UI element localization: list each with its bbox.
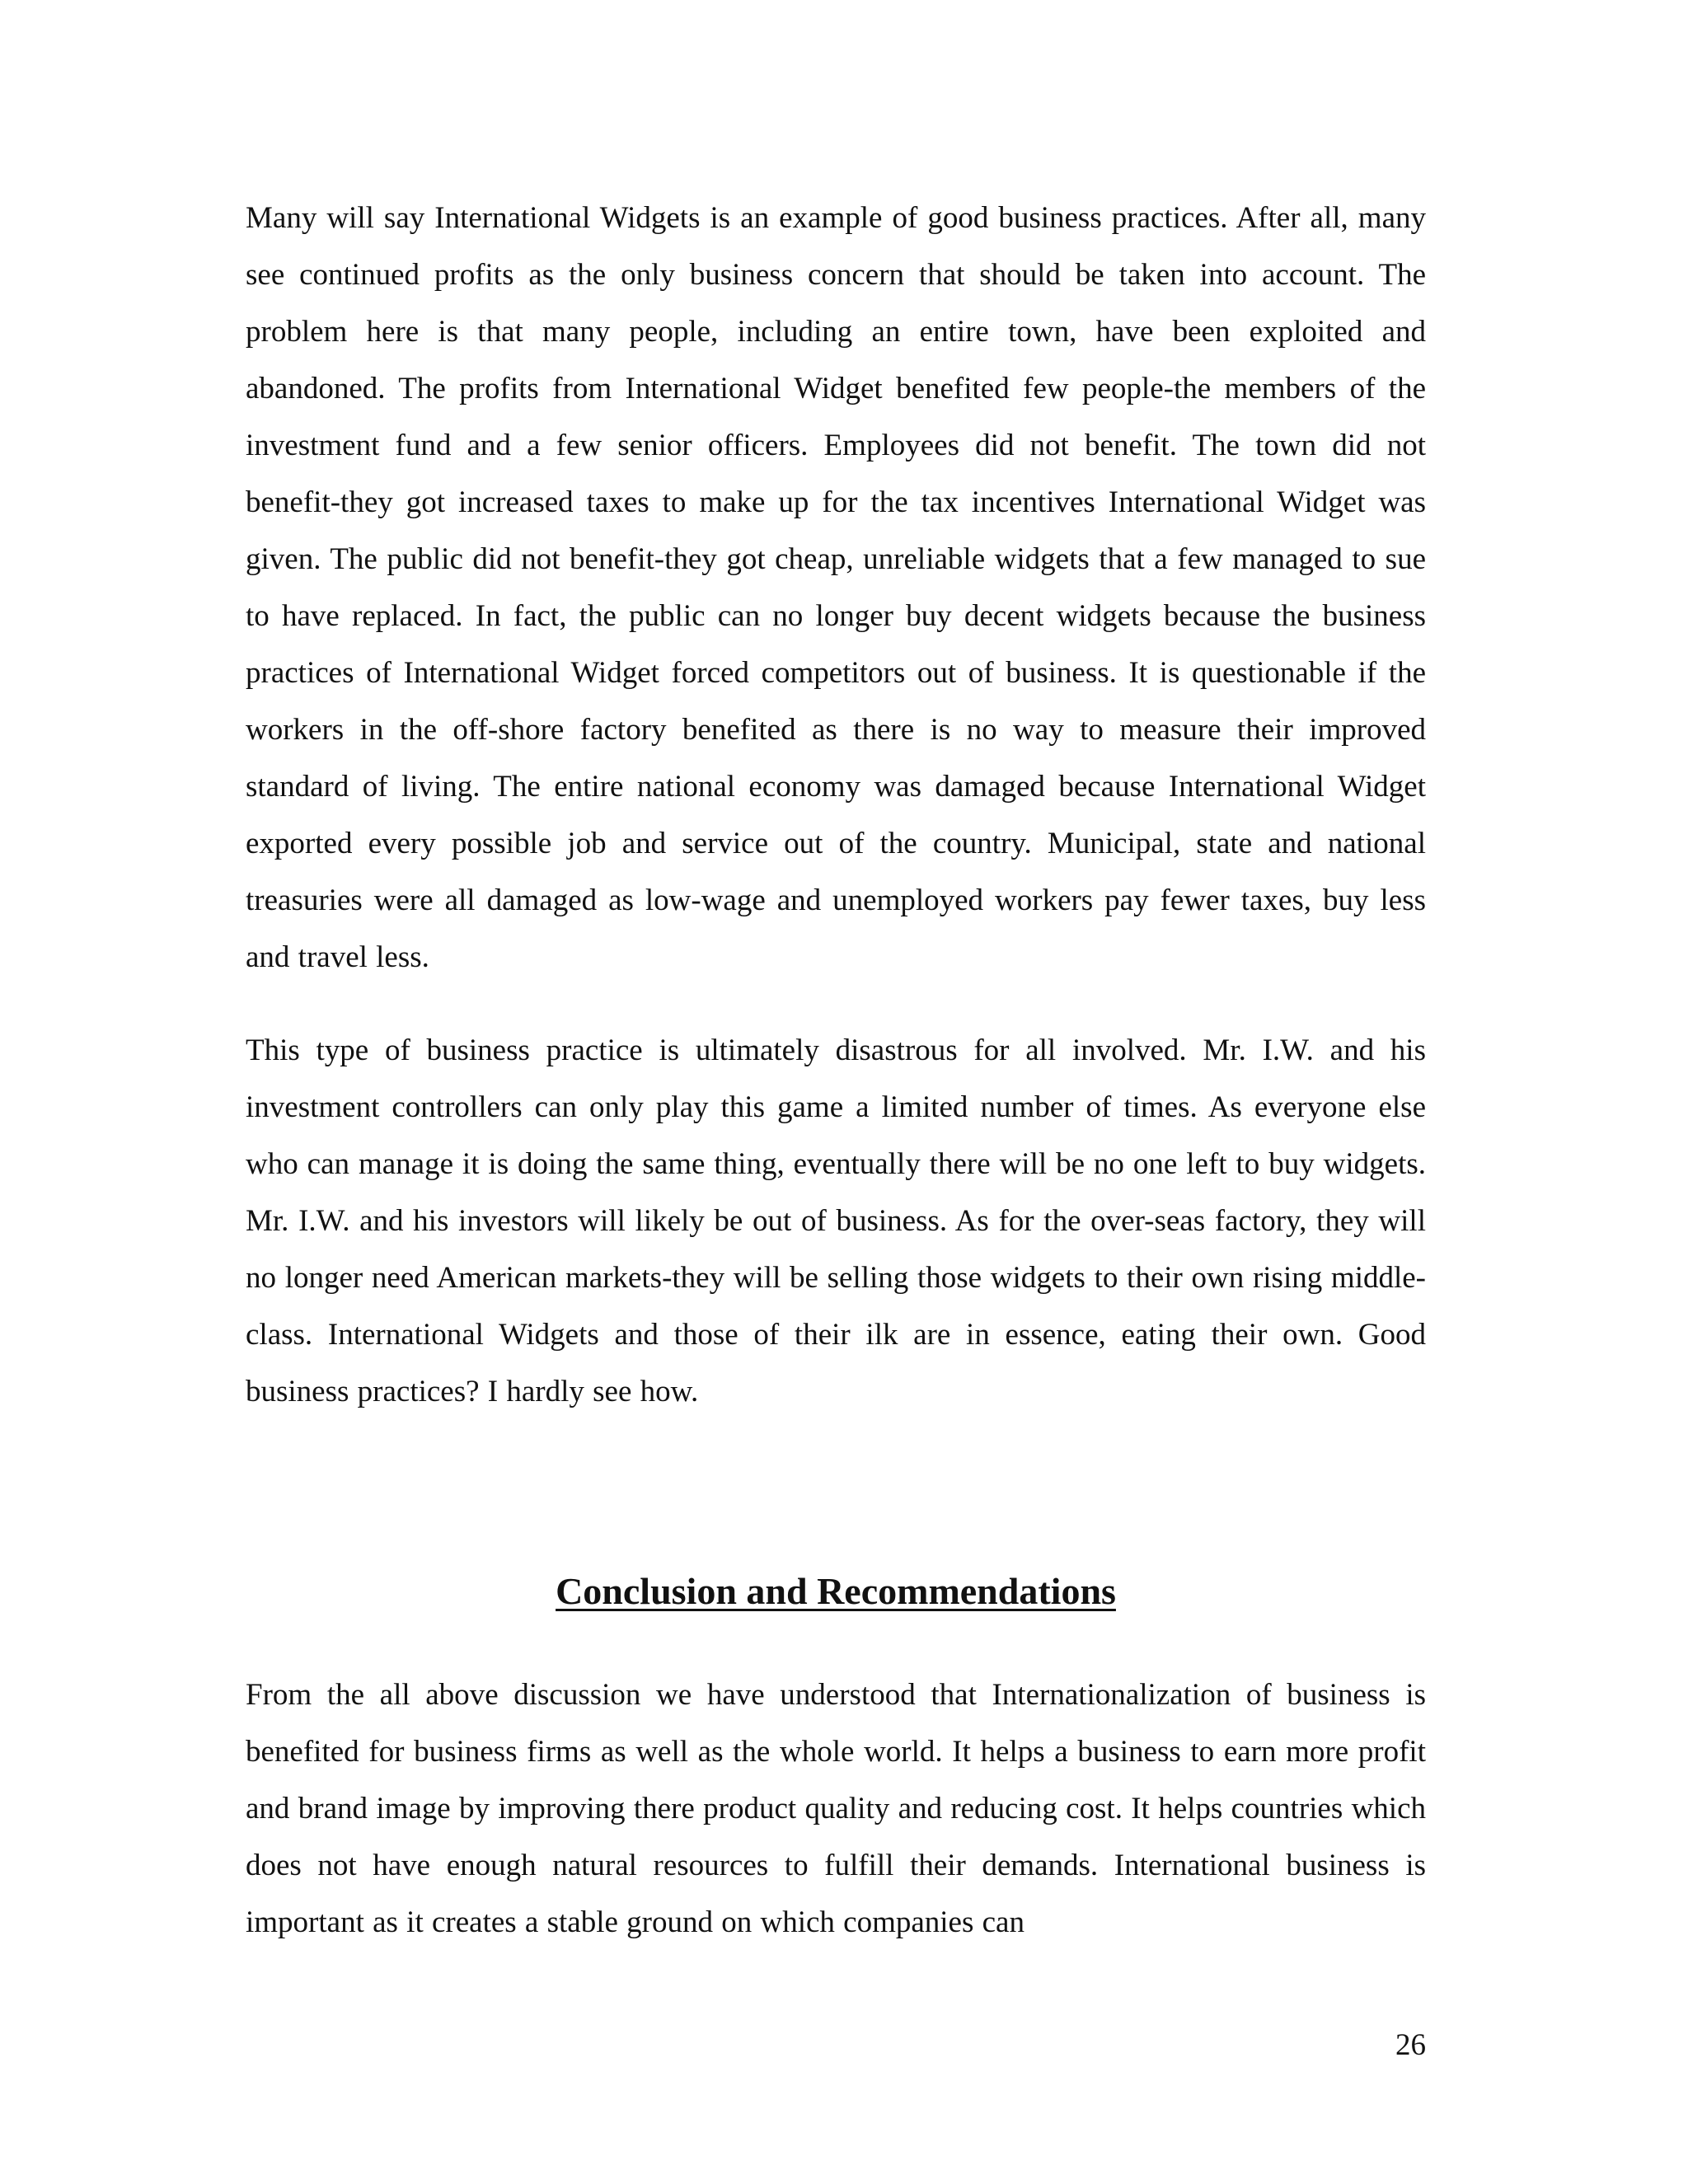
body-paragraph-2: This type of business practice is ultimately disastrous for all involved. Mr. I.W. and his investment controllers can only play this game a limited number of times. As everyone else who can manage it is doing the same thing, eventually there will be no one left to buy widgets. Mr. I.W. and his investors will likely be out of business. As for the over-seas factory, they will no longer need American markets-they will be selling those widgets to their own rising middle-class. International Widgets and those of their ilk are in essence, eating their own. Good business practices? I hardly see how. [246, 1033, 1426, 1408]
section-heading: Conclusion and Recommendations [556, 1570, 1116, 1612]
body-paragraph-1: Many will say International Widgets is an example of good business practices. After all, many see continued profits as the only business concern that should be taken into account. The problem here is that many people, including an entire town, have been exploited and abandoned. The profits from International Widget benefited few people-the members of the investment fund and a few senior officers. Employees did not benefit. The town did not benefit-they got increased taxes to make up for the tax incentives International Widget was given. The public did not benefit-they got cheap, unreliable widgets that a few managed to sue to have replaced. In fact, the public can no longer buy decent widgets because the business practices of International Widget forced competitors out of business. It is questionable if the workers in the off-shore factory benefited as there is no way to measure their improved standard of living. The entire national economy was damaged because International Widget exported every possible job and service out of the country. Municipal, state and national treasuries were all damaged as low-wage and unemployed workers pay fewer taxes, buy less and travel less. [246, 201, 1426, 974]
section-paragraph: From the all above discussion we have understood that Internationalization of business is benefited for business firms as well as the whole world. It helps a business to earn more profit and brand image by improving there product quality and reducing cost. It helps countries which does not have enough natural resources to fulfill their demands. International business is important as it creates a stable ground on which companies can [246, 1678, 1426, 1939]
page-number: 26 [1395, 2028, 1426, 2062]
